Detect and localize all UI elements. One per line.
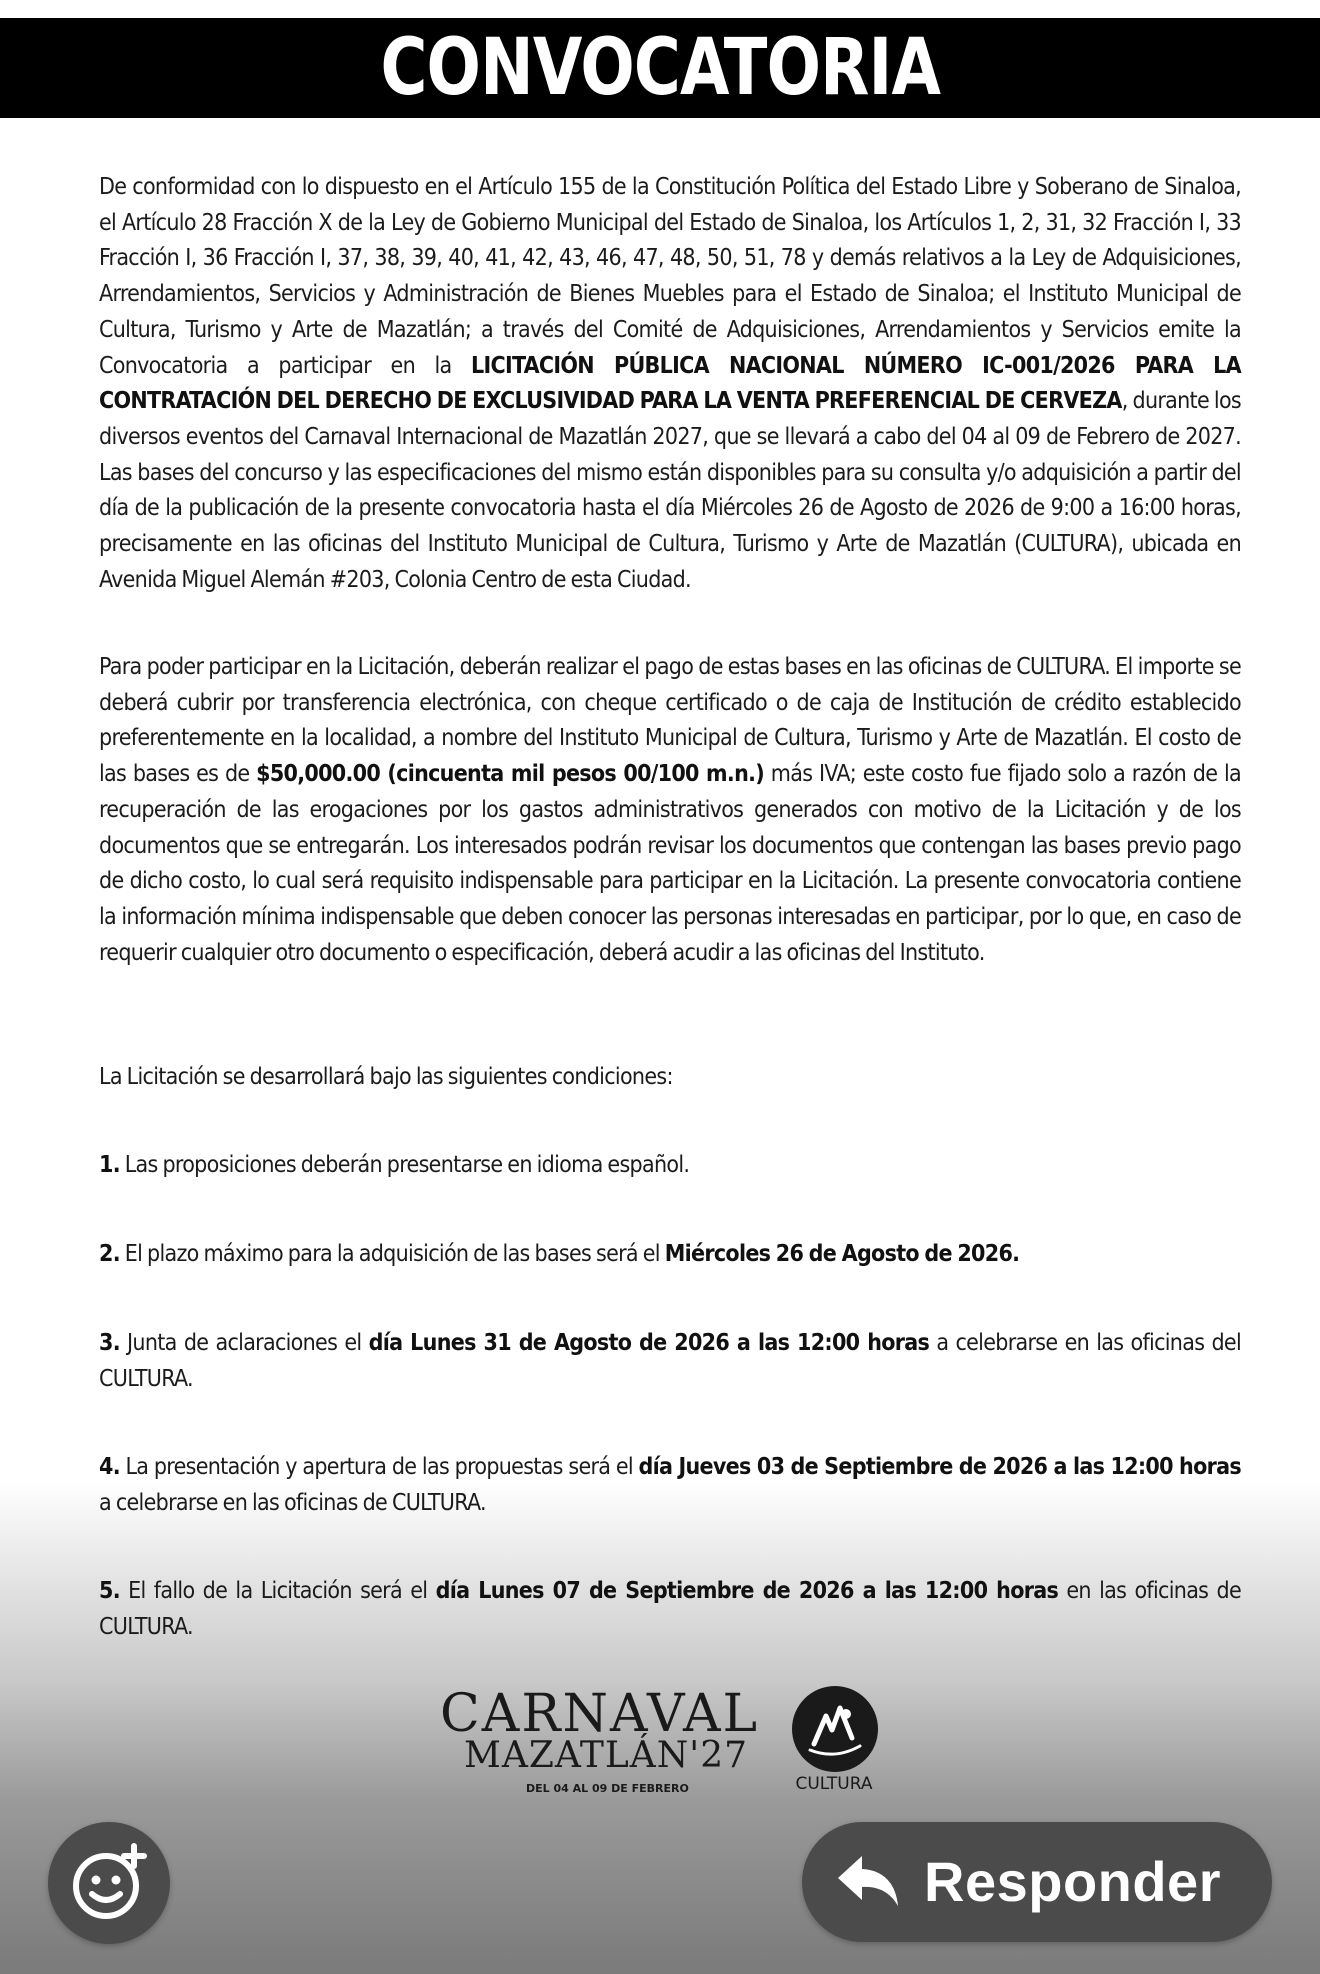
condition-item <box>99 1148 1241 1184</box>
carnaval-mazatlan-logo <box>440 1686 760 1806</box>
paragraph-text: , durante los diversos eventos del Carnaval Internacional de Mazatlán 2027, que se llevará a cabo del 04 al 09 de Febrero de 2027. Las bases del concurso y las especificaciones del mismo están disponibles para su consulta y/o adquisición a partir del día de la publicación de la presente convocatoria hasta el día Miércoles 26 de Agosto de 2026 de 9:00 a 16:00 horas, precisamente en las oficinas del Instituto Municipal de Cultura, Turismo y Arte de Mazatlán (CULTURA), ubicada en Avenida Miguel Alemán #203, Colonia Centro de esta Ciudad. <box>99 388 1242 593</box>
add-reaction-icon <box>48 1822 170 1944</box>
tender-name: LICITACIÓN PÚBLICA NACIONAL NÚMERO IC-001/2026 PARA LA CONTRATACIÓN DEL DERECHO DE EXCLUSIVIDAD PARA LA VENTA PREFERENCIAL DE CERVEZA <box>99 352 1241 415</box>
carnaval-logo-dates: DEL 04 AL 09 DE FEBRERO <box>526 1782 689 1795</box>
condition-date: día Lunes 31 de Agosto de 2026 a las 12:00 horas <box>368 1330 930 1356</box>
carnaval-logo-line1: CARNAVAL <box>440 1684 760 1744</box>
condition-item <box>99 1326 1241 1397</box>
condition-number: 5. <box>99 1578 120 1604</box>
cultura-logo <box>786 1684 882 1804</box>
condition-text: El fallo de la Licitación será el <box>119 1578 436 1604</box>
conditions-intro: La Licitación se desarrollará bajo las siguientes condiciones: <box>99 1064 673 1090</box>
condition-text: en las oficinas de CULTURA. <box>99 1578 1241 1640</box>
condition-text: a celebrarse en las oficinas de CULTURA. <box>99 1489 486 1516</box>
document-title: CONVOCATORIA <box>380 23 940 113</box>
condition-text: a celebrarse en las oficinas del CULTURA. <box>99 1330 1241 1392</box>
paragraph-legal-basis <box>99 170 1241 598</box>
condition-text: El plazo máximo para la adquisición de las bases será el <box>119 1241 665 1267</box>
condition-number: 3. <box>99 1330 120 1356</box>
carnaval-logo-line2: MAZATLÁN'27 <box>463 1735 749 1776</box>
reply-label: Responder <box>924 1850 1221 1913</box>
condition-item <box>99 1450 1241 1521</box>
reply-arrow-icon <box>836 1854 900 1910</box>
condition-number: 4. <box>99 1454 120 1480</box>
bases-cost: $50,000.00 (cincuenta mil pesos 00/100 m.n.) <box>256 761 765 788</box>
add-reaction-button[interactable] <box>48 1822 170 1944</box>
condition-date: día Jueves 03 de Septiembre de 2026 a las 12:00 horas <box>638 1454 1241 1480</box>
condition-text: Las proposiciones deberán presentarse en idioma español. <box>119 1152 690 1178</box>
condition-text: Junta de aclaraciones el <box>119 1330 369 1356</box>
condition-item <box>99 1574 1241 1645</box>
cultura-emblem-icon <box>792 1686 878 1772</box>
condition-item <box>99 1237 1241 1273</box>
condition-number: 1. <box>99 1152 120 1178</box>
paragraph-text: De conformidad con lo dispuesto en el Artículo 155 de la Constitución Política del Estado Libre y Soberano de Sinaloa, el Artículo 28 Fracción X de la Ley de Gobierno Municipal del Estado de Sinaloa, los Artículos 1, 2, 31, 32 Fracción I, 33 Fracción I, 36 Fracción I, 37, 38, 39, 40, 41, 42, 43, 46, 47, 48, 50, 51, 78 y demás relativos a la Ley de Adquisiciones, Arrendamientos, Servicios y Administración de Bienes Muebles para el Estado de Sinaloa; el Instituto Municipal de Cultura, Turismo y Arte de Mazatlán; a través del Comité de Adquisiciones, Arrendamientos y Servicios emite la Convocatoria a participar en la <box>99 174 1241 379</box>
condition-number: 2. <box>99 1241 120 1267</box>
cultura-logo-label: CULTURA <box>795 1774 873 1794</box>
paragraph-payment <box>99 650 1241 971</box>
reply-button[interactable] <box>802 1822 1272 1942</box>
condition-date: día Lunes 07 de Septiembre de 2026 a las 12:00 horas <box>435 1578 1059 1604</box>
title-banner <box>0 18 1320 118</box>
paragraph-text: más IVA; este costo fue fijado solo a razón de la recuperación de las erogaciones por los gastos administrativos generados con motivo de la Licitación y de los documentos que se entregarán. Los interesados podrán revisar los documentos que contengan las bases previo pago de dicho costo, lo cual será requisito indispensable para participar en la Licitación. La presente convocatoria contiene la información mínima indispensable que deben conocer las personas interesadas en participar, por lo que, en caso de requerir cualquier otro documento o especificación, deberá acudir a las oficinas del Instituto. <box>99 761 1241 966</box>
condition-text: La presentación y apertura de las propuestas será el <box>119 1454 639 1480</box>
condition-date: Miércoles 26 de Agosto de 2026. <box>664 1241 1020 1267</box>
paragraph-text: Para poder participar en la Licitación, deberán realizar el pago de estas bases en las oficinas de CULTURA. El importe se deberá cubrir por transferencia electrónica, con cheque certificado o de caja de Institución de crédito establecido preferentemente en la localidad, a nombre del Instituto Municipal de Cultura, Turismo y Arte de Mazatlán. El costo de las bases es de <box>99 654 1241 788</box>
